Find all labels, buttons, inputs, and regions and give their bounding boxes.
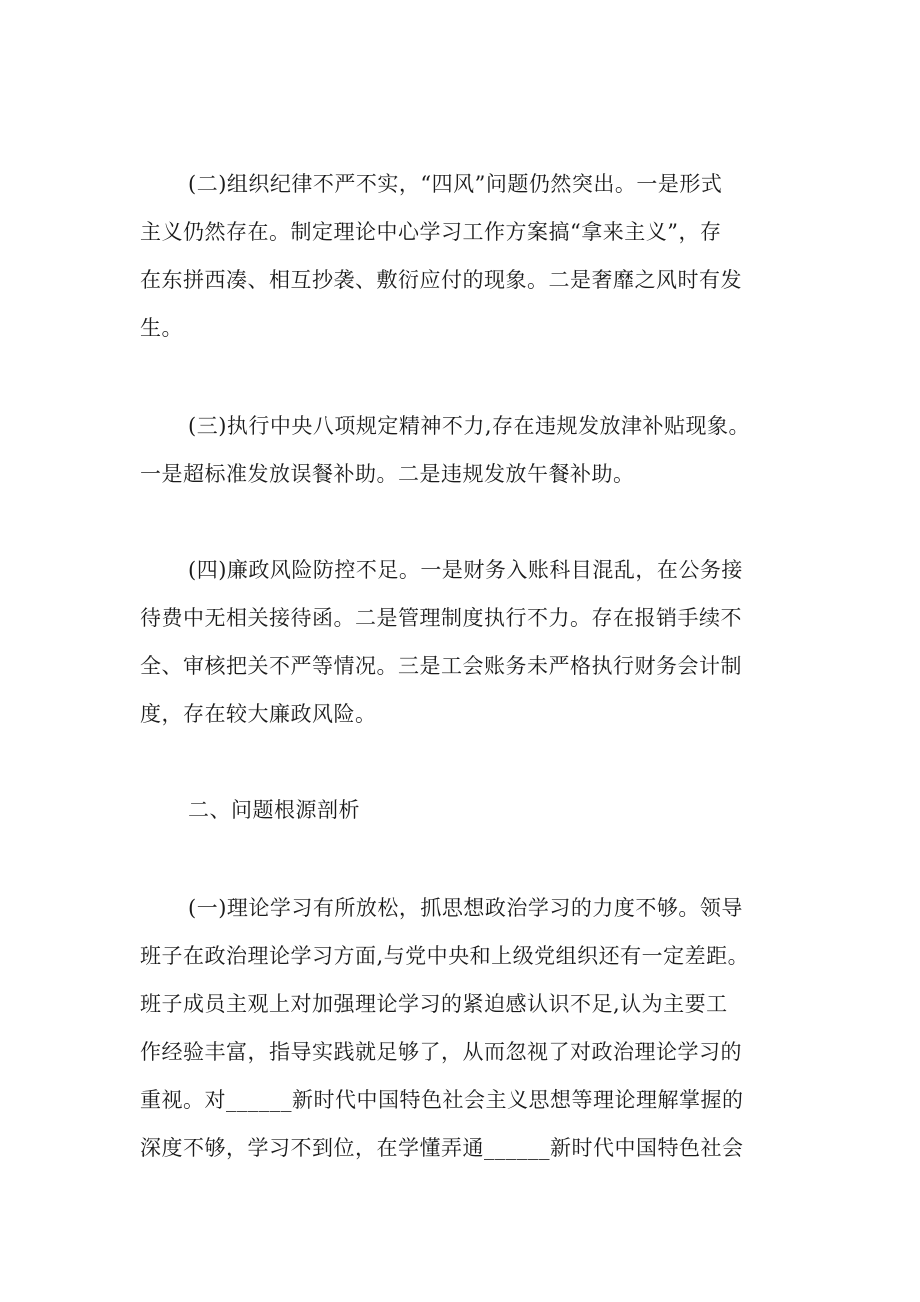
text-line: (四)廉政风险防控不足。一是财务入账科目混乱，在公务接 xyxy=(188,558,743,582)
text-line: 生。 xyxy=(140,316,183,340)
text-line: 度，存在较大廉政风险。 xyxy=(140,702,377,726)
text-line: (二)组织纪律不严不实，“四风”问题仍然突出。一是形式 xyxy=(188,172,723,196)
text-line: 一是超标准发放误餐补助。二是违规发放午餐补助。 xyxy=(140,462,635,486)
text-line: 深度不够，学习不到位，在学懂弄通______新时代中国特色社会 xyxy=(140,1136,744,1160)
section-heading: 二、问题根源剖析 xyxy=(188,798,360,822)
paragraph-integrity-risk xyxy=(140,546,790,738)
text-line: (三)执行中央八项规定精神不力,存在违规发放津补贴现象。 xyxy=(188,414,751,438)
paragraph-theory-study xyxy=(140,884,790,1172)
section-heading-root-cause xyxy=(140,786,790,834)
text-line: 重视。对______新时代中国特色社会主义思想等理论理解掌握的 xyxy=(140,1088,744,1112)
text-line: 班子在政治理论学习方面,与党中央和上级党组织还有一定差距。 xyxy=(140,944,750,968)
text-line: 主义仍然存在。制定理论中心学习工作方案搞“拿来主义”，存 xyxy=(140,220,722,244)
text-line: 班子成员主观上对加强理论学习的紧迫感认识不足,认为主要工 xyxy=(140,992,728,1016)
paragraph-organizational-discipline xyxy=(140,160,790,352)
text-line: 在东拼西凑、相互抄袭、敷衍应付的现象。二是奢靡之风时有发 xyxy=(140,268,742,292)
paragraph-eight-regulations xyxy=(140,402,790,498)
text-line: (一)理论学习有所放松，抓思想政治学习的力度不够。领导 xyxy=(188,896,743,920)
text-line: 全、审核把关不严等情况。三是工会账务未严格执行财务会计制 xyxy=(140,654,742,678)
text-line: 待费中无相关接待函。二是管理制度执行不力。存在报销手续不 xyxy=(140,606,742,630)
text-line: 作经验丰富，指导实践就足够了，从而忽视了对政治理论学习的 xyxy=(140,1040,742,1064)
